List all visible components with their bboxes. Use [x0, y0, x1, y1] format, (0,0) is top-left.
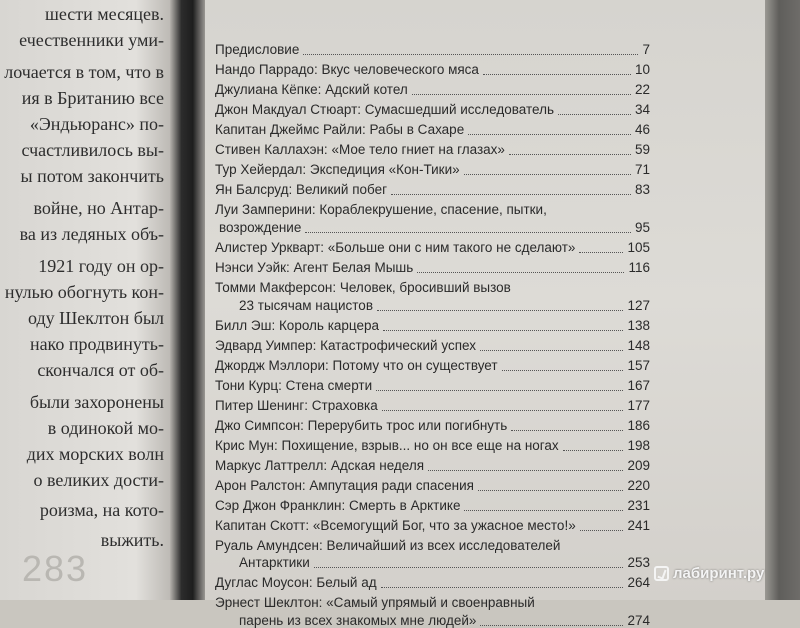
toc-dot-leader [483, 74, 631, 75]
left-page-line: были захоронены [29, 392, 164, 412]
toc-page-number: 157 [627, 357, 650, 373]
toc-entry-title: Луи Замперини: Кораблекрушение, спасение, пытки, [215, 202, 547, 217]
left-page-line: скончался от об- [37, 360, 164, 380]
left-page-line: выжить. [100, 530, 164, 550]
left-page-line: ва из ледяных объ- [19, 224, 164, 244]
toc-dot-leader [417, 272, 624, 273]
toc-entry-title: Капитан Скотт: «Всемогущий Бог, что за ужасное место!» [215, 517, 576, 533]
toc-dot-leader [580, 530, 624, 531]
toc-entry-title: Капитан Джеймс Райли: Рабы в Сахаре [215, 122, 465, 137]
left-page-line: ечественники уми- [19, 30, 164, 50]
toc-entry-title: Арон Ралстон: Ампутация ради спасения [215, 477, 474, 493]
toc-dot-leader [464, 510, 623, 511]
toc-dot-leader [579, 252, 623, 253]
toc-dot-leader [381, 587, 624, 588]
toc-dot-leader [305, 232, 631, 233]
toc-entry-title: Билл Эш: Король карцера [215, 317, 380, 333]
watermark [654, 565, 764, 582]
toc-entry-title: Джон Макдуал Стюарт: Сумасшедший исследователь [215, 102, 554, 117]
toc-page-number: 186 [627, 417, 650, 433]
toc-page-number: 83 [634, 182, 650, 197]
toc-page-number: 241 [627, 517, 650, 533]
toc-dot-leader [478, 490, 624, 491]
toc-entry-title: Питер Шенинг: Страховка [215, 397, 378, 413]
toc-entry-title: Маркус Латтрелл: Адская неделя [215, 457, 425, 473]
toc-page-number: 220 [627, 477, 650, 493]
toc-page-number: 95 [634, 219, 650, 235]
toc-page-number: 148 [627, 337, 650, 353]
toc-entry-title: Нэнси Уэйк: Агент Белая Мышь [215, 259, 414, 275]
table-of-contents [205, 0, 765, 628]
toc-dot-leader [464, 174, 631, 175]
left-page [0, 0, 170, 600]
left-page-line: войне, но Антар- [33, 198, 164, 218]
toc-page-number: 10 [634, 62, 650, 77]
toc-entry-title: Руаль Амундсен: Величайший из всех исследователей [215, 537, 561, 553]
toc-entry-title: Стивен Каллахэн: «Мое тело гниет на глазах» [215, 142, 505, 157]
toc-entry-continuation: возрождение [219, 219, 302, 235]
toc-entry-title: Тур Хейердал: Экспедиция «Кон-Тики» [215, 162, 460, 177]
left-page-line: в одинокой мо- [47, 418, 164, 438]
toc-page-number: 231 [627, 497, 650, 513]
toc-page-number: 177 [627, 397, 650, 413]
toc-entry-title: Предисловие [215, 42, 300, 57]
toc-entry-title: Джулиана Кёпке: Адский котел [215, 82, 408, 97]
toc-dot-leader [558, 114, 631, 115]
toc-entry-title: Алистер Уркварт: «Больше они с ним такого не сделают» [215, 239, 576, 255]
left-page-line: шести месяцев. [44, 4, 164, 24]
toc-page-number: 46 [634, 122, 650, 137]
left-page-number: 283 [22, 548, 89, 589]
toc-dot-leader [376, 390, 623, 391]
toc-dot-leader [314, 567, 624, 568]
toc-dot-leader [412, 94, 631, 95]
toc-page-number: 167 [627, 377, 650, 393]
toc-entry-title: Крис Мун: Похищение, взрыв... но он все еще на ногах [215, 437, 559, 453]
toc-dot-leader [511, 430, 623, 431]
watermark-text: лабиринт.ру [673, 565, 765, 582]
toc-page-number: 71 [634, 162, 650, 177]
toc-dot-leader [383, 330, 623, 331]
left-page-line: счастливилось вы- [21, 140, 164, 160]
toc-dot-leader [502, 370, 624, 371]
toc-dot-leader [428, 470, 623, 471]
toc-entry-continuation: 23 тысячам нацистов [239, 297, 373, 313]
left-page-line: о великих дости- [33, 470, 164, 490]
left-page-line: нако продвинуть- [29, 334, 164, 354]
left-page-line: «Эндьюранс» по- [29, 114, 164, 134]
toc-entry-title: Джордж Мэллори: Потому что он существует [215, 357, 498, 373]
toc-page-number: 7 [642, 42, 650, 57]
toc-entry-title: Эдвард Уимпер: Катастрофический успех [215, 337, 476, 353]
toc-dot-leader [391, 194, 631, 195]
toc-entry-title: Тони Курц: Стена смерти [215, 377, 373, 393]
toc-page-number: 105 [627, 239, 650, 255]
toc-entry-title: Дуглас Моусон: Белый ад [215, 575, 377, 591]
toc-dot-leader [377, 310, 623, 311]
toc-entry-continuation: Антарктики [239, 555, 310, 571]
left-page-line: ы потом закончить [20, 166, 164, 186]
toc-dot-leader [468, 134, 631, 135]
toc-page-number: 116 [628, 259, 650, 275]
toc-page-number: 253 [627, 555, 650, 571]
toc-page-number: 138 [627, 317, 650, 333]
left-page-line: нулью обогнуть кон- [4, 282, 164, 302]
left-page-line: дих морских волн [26, 444, 164, 464]
toc-dot-leader [382, 410, 624, 411]
toc-dot-leader [303, 54, 638, 55]
book-gutter [170, 0, 208, 600]
toc-entry-title: Ян Балсруд: Великий побег [215, 182, 388, 197]
toc-entry-title: Эрнест Шеклтон: «Самый упрямый и своенравный [215, 595, 535, 611]
toc-entry-continuation: парень из всех знакомых мне людей» [239, 613, 477, 628]
toc-page-number: 274 [627, 613, 650, 628]
toc-dot-leader [480, 625, 623, 626]
book-cover-edge [765, 0, 800, 600]
toc-page-number: 264 [627, 575, 650, 591]
toc-page-number: 127 [627, 297, 650, 313]
toc-entry-title: Сэр Джон Франклин: Смерть в Арктике [215, 497, 461, 513]
labyrinth-logo-icon [654, 566, 669, 581]
left-page-line: ия в Британию все [21, 88, 164, 108]
toc-dot-leader [563, 450, 624, 451]
toc-page-number: 209 [627, 457, 650, 473]
left-page-line: роизма, на кото- [39, 500, 164, 520]
toc-dot-leader [509, 154, 631, 155]
toc-page-number: 59 [634, 142, 650, 157]
toc-dot-leader [480, 350, 623, 351]
toc-entry-title: Томми Макферсон: Человек, бросивший вызов [215, 279, 511, 295]
left-page-line: оду Шеклтон был [27, 308, 164, 328]
toc-entry-title: Нандо Паррадо: Вкус человеческого мяса [215, 62, 479, 77]
left-page-line: лочается в том, что в [4, 62, 164, 82]
toc-page-number: 34 [634, 102, 650, 117]
toc-page-number: 198 [627, 437, 650, 453]
left-page-line: 1921 году он ор- [38, 256, 164, 276]
toc-page-number: 22 [634, 82, 650, 97]
toc-entry-title: Джо Симпсон: Перерубить трос или погибнуть [215, 417, 508, 433]
